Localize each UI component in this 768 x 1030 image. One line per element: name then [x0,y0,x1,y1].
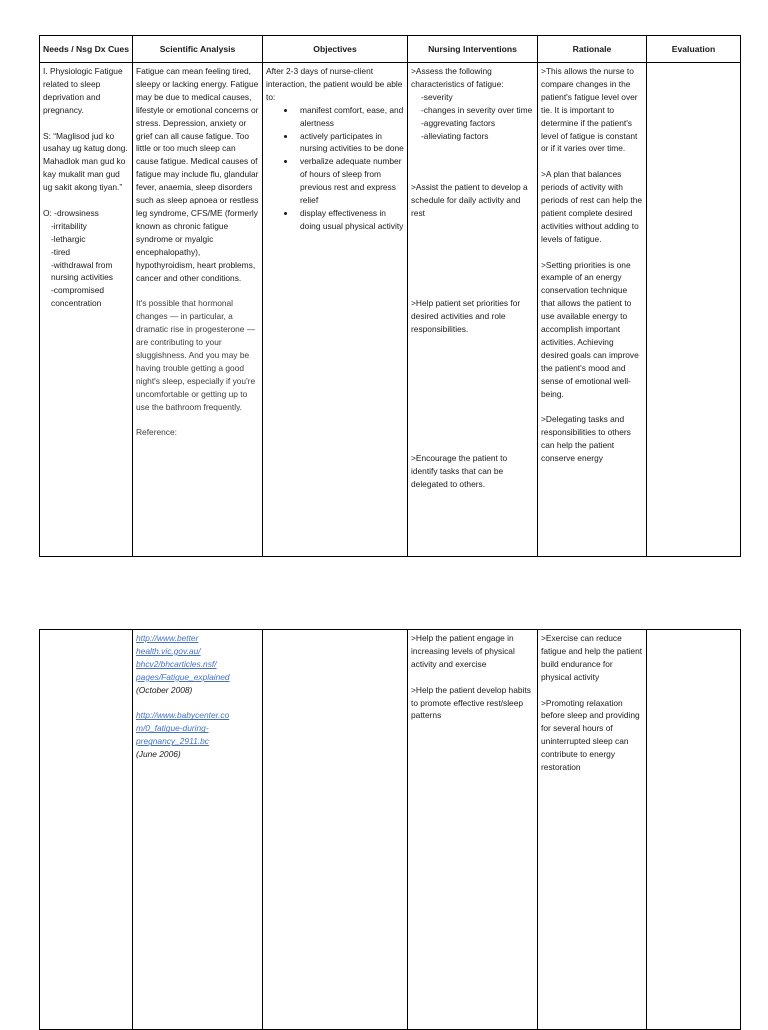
intervention-delegate: >Encourage the patient to identify tasks that can be delegated to others. [411,452,508,489]
cell-rationale [538,630,647,1030]
header-nursing-interventions: Nursing Interventions [408,36,538,63]
nursing-care-plan-table-continued [39,629,741,1030]
rationale-2: >A plan that balances periods of activity with periods of rest can help the patient complete desired activities without adding to levels of fatigue. [541,169,643,244]
list-item: -compromised concentration [51,285,105,309]
list-item: • manifest comfort, ease, and alertness [296,104,404,130]
header-objectives: Objectives [263,36,408,63]
rationale-exercise: >Exercise can reduce fatigue and help the patient build endurance for physical activity [541,633,643,682]
list-item: • display effectiveness in doing usual physical activity [296,207,404,233]
reference-link-betterhealth[interactable]: http://www.better health.vic.gov.au/ bhcv2/bhcarticles.nsf/ pages/Fatigue_explained [136,633,230,682]
list-item: -lethargic [51,233,86,244]
cell-objectives [263,63,408,557]
cell-evaluation [647,630,741,1030]
intervention-schedule: >Assist the patient to develop a schedule for daily activity and rest [411,182,528,218]
table-row [40,630,741,1030]
reference-date: (June 2006) [136,749,181,760]
cell-needs-cues [40,630,133,1030]
table-row [40,63,741,557]
header-evaluation: Evaluation [647,36,741,63]
list-item: • actively participates in nursing activities to be done [296,130,404,156]
list-item: -aggrevating factors [421,117,496,128]
header-row [40,36,741,63]
cell-needs-cues [40,63,133,557]
intervention-exercise: >Help the patient engage in increasing levels of physical activity and exercise [411,633,515,669]
list-item: -withdrawal from nursing activities [51,259,113,283]
header-needs: Needs / Nsg Dx Cues [40,36,133,63]
nursing-diagnosis: I. Physiologic Fatigue related to sleep deprivation and pregnancy. [43,66,123,115]
list-item: -irritability [51,220,87,231]
list-item: -alleviating factors [421,130,489,141]
rationale-4: >Delegating tasks and responsibilities to others can help the patient conserve energy [541,414,631,464]
analysis-paragraph-2: It's possible that hormonal changes — in particular, a dramatic rise in progesterone — are contributing to your sluggishness. And you may be having trouble getting a good night's sleep, especially if you're uncomfortable or getting up to use the bathroom frequently. [136,298,256,412]
intervention-priorities: >Help patient set priorities for desired activities and role responsibilities. [411,298,521,335]
nursing-care-plan-table [39,35,741,557]
objective-cue-label: O: -drowsiness [43,207,99,218]
assess-items [411,91,534,143]
objectives-intro: After 2-3 days of nurse-client interaction, the patient would be able to: [266,66,403,102]
cell-nursing-interventions [408,63,538,557]
list-item: -severity [421,91,453,102]
cell-scientific-analysis [133,63,263,557]
intervention-sleep-habits: >Help the patient develop habits to promote effective rest/sleep patterns [411,684,531,721]
cell-nursing-interventions [408,630,538,1030]
subjective-cue: S: “Maglisod jud ko usahay ug katug dong. Mahadlok man gud ko kay mukalit man gud ug sakit akong tiyan.” [43,130,128,193]
cell-rationale [538,63,647,557]
objective-cue-list [43,220,129,310]
header-rationale: Rationale [538,36,647,63]
cell-evaluation [647,63,741,557]
reference-date: (October 2008) [136,684,193,695]
list-item: -tired [51,246,71,257]
reference-label: Reference: [136,427,177,438]
intervention-assess: >Assess the following characteristics of fatigue: [411,66,504,89]
list-item: • verbalize adequate number of hours of sleep from previous rest and express relief [296,155,404,207]
rationale-1: >This allows the nurse to compare changes in the patient's fatigue level over tie. It is important to determine if the patient's level of fatigue is constant or if it varies over time. [541,66,638,154]
list-item: -changes in severity over time [421,104,533,115]
reference-link-babycenter[interactable]: http://www.babycenter.co m/0_fatigue-during-pregnancy_2911.bc [136,710,230,747]
cell-scientific-analysis [133,630,263,1030]
analysis-paragraph-1: Fatigue can mean feeling tired, sleepy or lacking energy. Fatigue may be due to medical causes, lifestyle or emotional concerns or stress. Depression, anxiety or grief can all cause fatigue. Too little or too much sleep can cause fatigue. Medical causes of fatigue may include flu, glandular fever, anaemia, sleep disorders such as sleep apnoea or restless leg syndrome, CFS/ME (formerly known as chronic fatigue syndrome or myalgic encephalopathy), hypothyroidism, heart problems, cancer and other conditions. [136,66,259,283]
rationale-3: >Setting priorities is one example of an energy conservation technique that allows the patient to use available energy to accomplish important activities. Achieving desired goals can improve the patient's mood and sense of emotional well-being. [541,259,639,399]
cell-objectives [263,630,408,1030]
rationale-sleep: >Promoting relaxation before sleep and providing for several hours of uninterrupted sleep can contribute to energy restoration [541,697,640,773]
header-scientific-analysis: Scientific Analysis [133,36,263,63]
objectives-list [266,104,404,233]
